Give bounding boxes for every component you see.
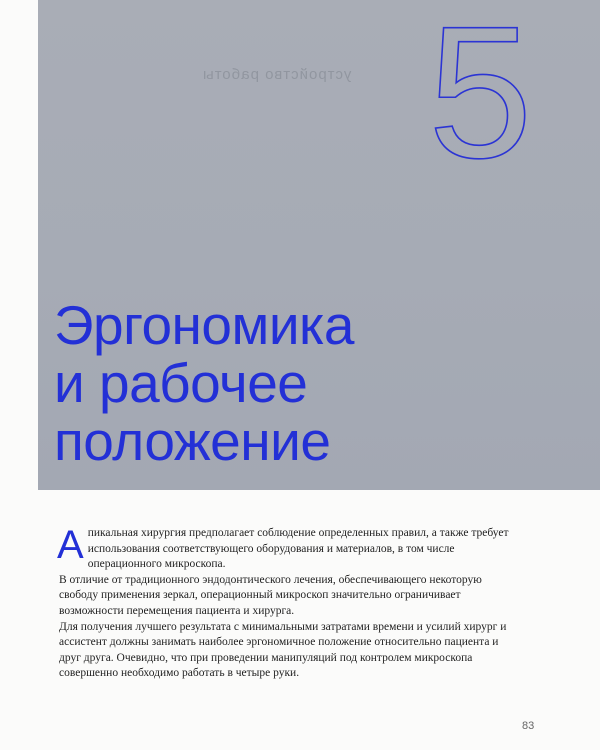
page-number: 83 [522, 720, 535, 732]
chapter-title-line-1: Эргономика [54, 294, 354, 356]
chapter-title [54, 296, 354, 470]
body-text [57, 523, 509, 682]
bleed-through-text: устройство работы [202, 66, 352, 83]
paragraph-1 [57, 523, 509, 573]
chapter-number: 5 [428, 0, 533, 197]
paragraph-1-text: пикальная хирургия предполагает соблюдение определенных правил, а также требует использования соответствующего оборудования и материалов, в том числе операционного микроскопа. [87, 527, 509, 571]
paragraph-2: В отличие от традиционного эндодонтического лечения, обеспечивающего некоторую свободу применения зеркал, операционный микроскоп значительно ограничивает возможности перемещения пациента и хирурга. [59, 573, 482, 617]
paragraph-3: Для получения лучшего результата с минимальными затратами времени и усилий хирург и ассистент должны занимать наиболее эргономичное положение относительно пациента и друг друга. Очевидно, что при проведении манипуляций под контролем микроскопа совершенно необходимо работать в четыре руки. [59, 620, 507, 680]
chapter-title-line-3: положение [54, 410, 331, 472]
dropcap: А [57, 523, 84, 567]
chapter-title-line-2: и рабочее [54, 352, 308, 414]
